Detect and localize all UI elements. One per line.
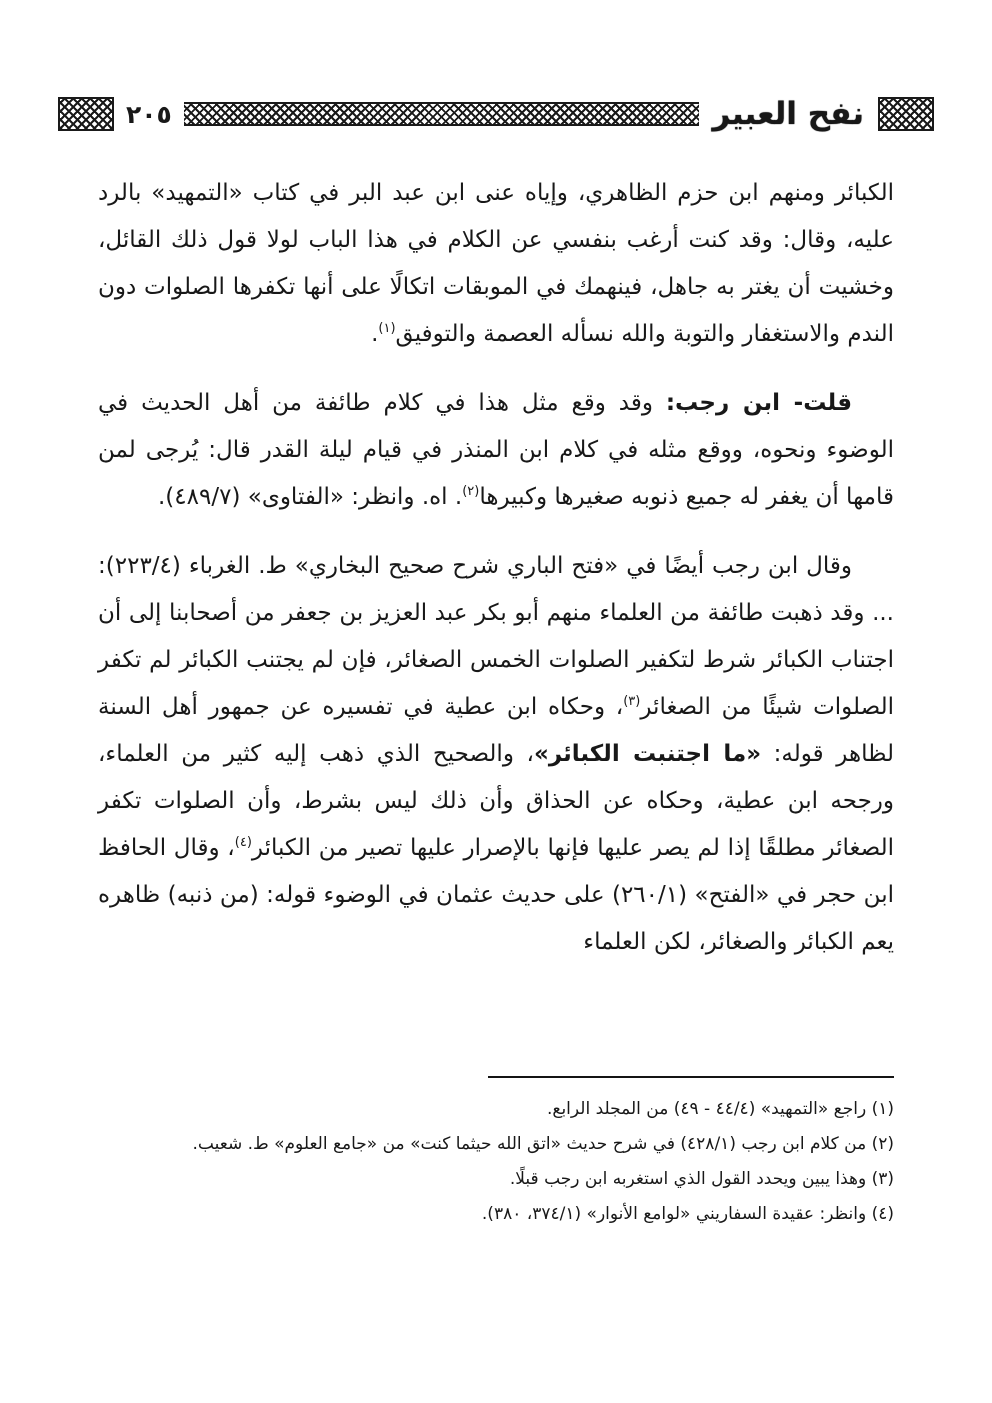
footnote-2: (٢) من كلام ابن رجب (٤٢٨/١) في شرح حديث «اتق الله حيثما كنت» من «جامع العلوم» ط. شعيب. <box>192 1134 894 1154</box>
body-text: ، والصحيح الذي ذهب إليه كثير من العلماء، ورجحه ابن عطية، وحكاه عن الحذاق وأن ذلك ليس بشرط، وأن الصلوات تكفر الصغائر مطلقًا إذا لم يصر عليها فإنها بالإصرار عليها تصير من الكبائر <box>98 741 894 861</box>
footnote-separator <box>488 1076 894 1078</box>
footnote-3: (٣) وهذا يبين ويحدد القول الذي استغربه ابن رجب قبلًا. <box>509 1169 894 1189</box>
quoted-hadith: «ما اجتنبت الكبائر» <box>533 741 762 767</box>
paragraph-3 <box>98 543 894 966</box>
book-title: نفح العبير <box>712 96 864 132</box>
page-header <box>58 94 934 134</box>
footnote-ref-3: (٣) <box>623 694 641 709</box>
footnotes-section <box>98 1076 894 1232</box>
paragraph-2 <box>98 380 894 521</box>
speaker-lead: قلت- ابن رجب: <box>665 390 853 416</box>
footnote-1: (١) راجع «التمهيد» (٤٤/٤ - ٤٩) من المجلد الرابع. <box>547 1099 894 1119</box>
body-text: ، وقال الحافظ ابن حجر في «الفتح» (٢٦٠/١) على حديث عثمان في الوضوء قوله: (من ذنبه) ظاهره يعم الكبائر والصغائر، لكن العلماء <box>98 835 894 955</box>
arabesque-chain-band-icon <box>184 102 699 126</box>
body-text: ، وحكاه ابن عطية في تفسيره عن جمهور أهل السنة لظاهر قوله: <box>98 694 894 767</box>
footnote-ref-4: (٤) <box>234 835 252 850</box>
page-number: ٢٠٥ <box>126 99 172 129</box>
footnote-ref-2: (٢) <box>462 484 480 499</box>
page-body <box>98 170 894 988</box>
footnote-4: (٤) وانظر: عقيدة السفاريني «لوامع الأنوار» (٣٧٤/١، ٣٨٠). <box>481 1204 894 1224</box>
body-text: وقال ابن رجب أيضًا في «فتح الباري شرح صحيح البخاري» ط. الغرباء (٢٢٣/٤): ... وقد ذهبت طائفة من العلماء منهم أبو بكر عبد العزيز بن جعفر من أصحابنا إلى أن اجتناب الكبائر شرط لتكفير الصلوات الخمس الصغائر، فإن لم يجتنب الكبائر لم تكفر الصلوات شيئًا من الصغائر <box>98 553 894 720</box>
body-text: وقد وقع مثل هذا في كلام طائفة من أهل الحديث في الوضوء ونحوه، ووقع مثله في كلام ابن المنذر في قيام ليلة القدر قال: يُرجى لمن قامها أن يغفر له جميع ذنوبه صغيرها وكبيرها <box>98 390 894 510</box>
footnote-ref-1: (١) <box>378 321 396 336</box>
body-text: . اه. وانظر: «الفتاوى» (٤٨٩/٧). <box>158 484 463 510</box>
paragraph-1 <box>98 170 894 358</box>
arabesque-knot-left-icon <box>58 97 114 131</box>
arabesque-knot-right-icon <box>878 97 934 131</box>
body-text: الكبائر ومنهم ابن حزم الظاهري، وإياه عنى ابن عبد البر في كتاب «التمهيد» بالرد عليه، وقال: وقد كنت أرغب بنفسي عن الكلام في هذا الباب لولا قول ذلك القائل، وخشيت أن يغتر به جاهل، فينهمك في الموبقات اتكالًا على أنها تكفرها الصلوات دون الندم والاستغفار والتوبة والله نسأله العصمة والتوفيق <box>98 180 894 347</box>
body-text: . <box>371 321 379 347</box>
